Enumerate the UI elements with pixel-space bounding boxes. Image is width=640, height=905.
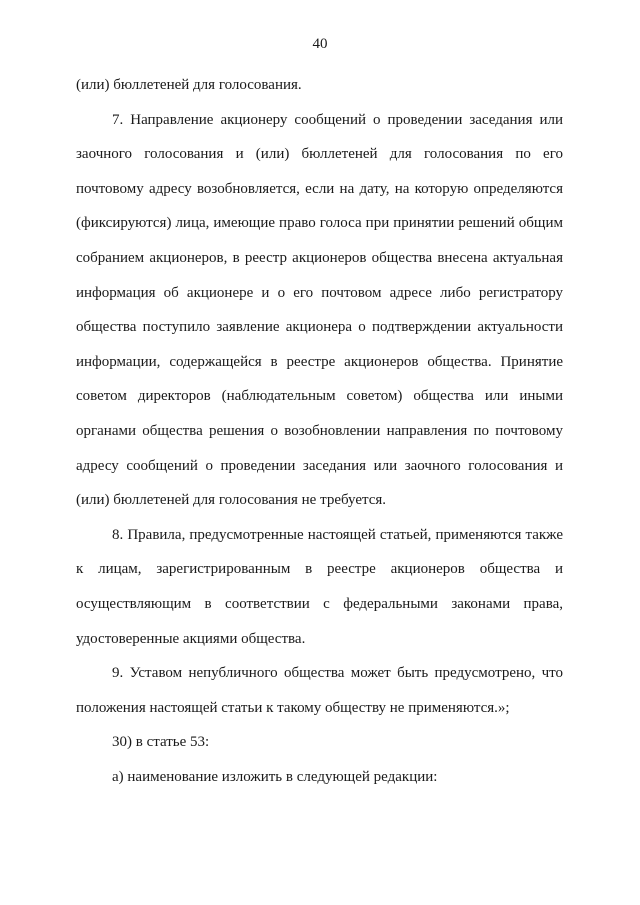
paragraph-continuation: (или) бюллетеней для голосования. [76, 77, 302, 93]
paragraph-item-9: 9. Уставом непубличного общества может быть предусмотрено, что положения настоящей статьи к такому обществу не применяются.»; [76, 665, 563, 716]
paragraph-item-7: 7. Направление акционеру сообщений о проведении заседания или заочного голосования и (или) бюллетеней для голосования по его почтовому адресу возобновляется, если на дату, на которую определяются (фиксируются) лица, имеющие право голоса при принятии решений общим собранием акционеров, в реестр акционеров общества внесена актуальная информация об акционере и о его почтовом адресе либо регистратору общества поступило заявление акционера о подтверждении актуальности информации, содержащейся в реестре акционеров общества. Принятие советом директоров (наблюдательным советом) общества или иными органами общества решения о возобновлении направления по почтовому адресу сообщений о проведении заседания или заочного голосования и (или) бюллетеней для голосования не требуется. [76, 111, 563, 509]
paragraph-subitem-a: а) наименование изложить в следующей редакции: [112, 768, 438, 785]
document-body [76, 68, 563, 794]
paragraph-item-8: 8. Правила, предусмотренные настоящей статьей, применяются также к лицам, зарегистрированным в реестре акционеров общества и осуществляющим в соответствии с федеральными законами права, удостоверенные акциями общества. [76, 526, 563, 647]
paragraph-amendment-30: 30) в статье 53: [112, 734, 210, 751]
page-number: 40 [312, 36, 328, 52]
